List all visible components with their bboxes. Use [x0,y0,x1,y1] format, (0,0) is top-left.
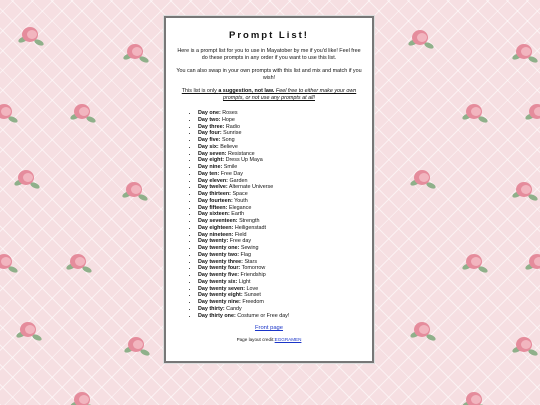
list-item [198,238,364,245]
list-item [198,117,364,124]
day-prompt: Field [234,231,247,238]
day-prompt: Heiligenstadt [234,224,267,231]
rose-icon [18,25,44,47]
day-label: Day seventeen: [198,218,238,224]
day-prompt: Dress Up Maya [225,157,263,164]
list-item [198,245,364,252]
list-item [198,184,364,191]
suggestion-note [174,88,364,102]
list-item [198,306,364,313]
day-label: Day twenty five: [198,272,240,278]
day-label: Day five: [198,137,221,143]
day-prompt: Alternate Universe [228,184,274,191]
list-item [198,205,364,212]
day-prompt: Sunset [244,292,261,299]
day-prompt: Tomorrow [241,265,266,272]
day-prompt: Believe [220,143,238,150]
day-label: Day twenty three: [198,258,243,265]
prompt-list [174,110,364,319]
list-item [198,130,364,137]
day-prompt: Elegance [228,204,252,211]
day-label: Day thirteen: [198,191,231,197]
day-prompt: Sunrise [223,130,242,137]
day-label: Day sixteen: [198,211,230,218]
list-item [198,191,364,198]
list-item [198,292,364,299]
list-item [198,313,364,320]
list-item [198,252,364,259]
credit-link[interactable]: EGGRAMEN [274,337,302,343]
day-prompt: Stars [244,258,258,265]
day-label: Day eight: [198,157,225,164]
day-label: Day fifteen: [198,204,228,211]
day-label: Day thirty: [198,305,225,312]
list-item [198,286,364,293]
rose-icon [462,252,488,274]
rose-icon [0,102,18,124]
day-prompt: Hope [221,116,235,123]
day-prompt: Freedom [242,299,264,305]
list-item [198,218,364,225]
rose-icon [122,180,148,202]
list-item [198,171,364,178]
day-label: Day twenty: [198,238,229,245]
note-bold: a suggestion, not law. [218,88,275,94]
day-prompt: Strength [239,218,260,224]
list-item [198,225,364,232]
content-panel [164,16,374,363]
list-item [198,211,364,218]
list-item [198,198,364,205]
day-prompt: Free Day [220,170,243,177]
day-prompt: Space [232,191,248,197]
day-label: Day twenty eight: [198,292,243,299]
list-item [198,259,364,266]
day-label: Day one: [198,110,221,116]
rose-icon [0,252,18,274]
list-item [198,137,364,144]
rose-icon [16,320,42,342]
day-prompt: Garden [229,177,248,184]
list-item [198,144,364,151]
list-item [198,124,364,131]
day-label: Day twenty six: [198,278,238,285]
list-item [198,299,364,306]
credit-label: Page layout credit: [236,337,275,343]
rose-icon [124,335,150,357]
day-label: Day four: [198,130,222,137]
day-prompt: Candy [226,305,242,312]
day-prompt: Light [238,278,251,285]
front-page-row [174,325,364,331]
rose-icon [525,102,540,124]
rose-icon [70,390,96,405]
day-prompt: Radio [225,123,240,130]
day-label: Day twelve: [198,184,228,191]
intro-text: Here is a prompt list for you to use in Mayatober by me if you'd like! Feel free do these prompts in any order if you want to use this list. [177,48,361,61]
layout-credit [174,337,364,342]
rose-icon [525,252,540,274]
day-prompt: Song [221,137,235,143]
rose-icon [410,320,436,342]
day-prompt: Free day [229,238,252,245]
list-item [198,279,364,286]
rose-icon [66,252,92,274]
rose-icon [462,102,488,124]
front-page-link[interactable]: Front page [254,325,284,332]
note-italic: Feel free to either make your own prompts, or not use any prompts at all! [223,88,357,101]
day-label: Day eleven: [198,177,228,184]
list-item [198,265,364,272]
day-label: Day seven: [198,150,227,157]
list-item [198,178,364,185]
day-label: Day six: [198,143,219,150]
day-label: Day twenty seven: [198,285,246,292]
list-item [198,164,364,171]
list-item [198,151,364,158]
rose-icon [70,102,96,124]
day-label: Day nineteen: [198,231,234,238]
day-label: Day ten: [198,170,220,177]
day-label: Day nine: [198,164,223,170]
day-label: Day twenty one: [198,245,240,251]
rose-icon [512,180,538,202]
rose-icon [462,390,488,405]
day-prompt: Earth [231,211,245,218]
day-prompt: Sewing [240,245,259,251]
day-prompt: Flag [240,251,252,258]
rose-icon [512,42,538,64]
list-item [198,232,364,239]
day-label: Day twenty two: [198,251,240,258]
list-item [198,272,364,279]
day-prompt: Costume or Free day! [237,312,290,319]
day-prompt: Roses [222,110,238,116]
day-prompt: Resistance [227,150,255,157]
day-prompt: Love [246,285,259,292]
day-prompt: Youth [234,197,248,204]
day-label: Day thirty one: [198,312,236,319]
rose-icon [14,168,40,190]
day-label: Day twenty four: [198,265,241,272]
list-item [198,157,364,164]
rose-icon [512,335,538,357]
day-label: Day eighteen: [198,224,234,231]
day-label: Day fourteen: [198,197,233,204]
rose-icon [410,168,436,190]
day-label: Day three: [198,123,225,130]
list-item [198,110,364,117]
rose-icon [408,28,434,50]
day-prompt: Friendship [240,272,266,278]
day-label: Day two: [198,116,221,123]
swap-text: You can also swap in your own prompts with this list and mix and match if you wish! [176,68,362,81]
page-title: Prompt List! [229,30,309,41]
day-label: Day twenty nine: [198,299,241,305]
day-prompt: Smile [223,164,238,170]
note-pre: This list is only [181,88,219,94]
rose-icon [123,42,149,64]
